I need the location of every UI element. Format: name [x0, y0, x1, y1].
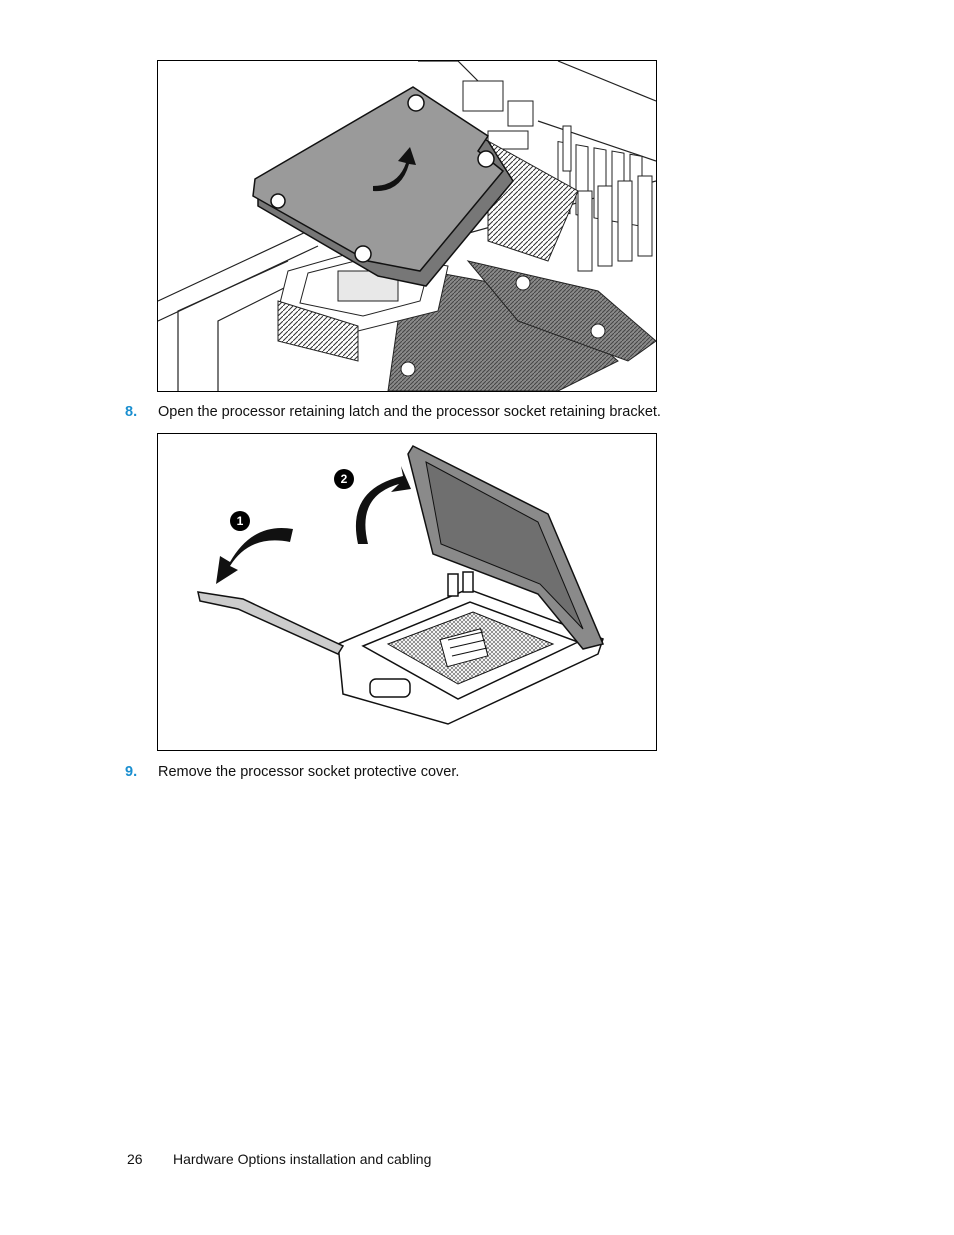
step-8-text: Open the processor retaining latch and the processor socket retaining bracket. — [158, 404, 661, 420]
callout-2-badge — [334, 469, 354, 489]
step-9 — [125, 764, 459, 780]
page-number: 26 — [127, 1151, 143, 1167]
callout-1-badge — [230, 511, 250, 531]
heatsink-removal-illustration — [157, 60, 657, 392]
step-9-number: 9. — [125, 764, 138, 780]
step-8 — [125, 404, 661, 420]
step-8-number: 8. — [125, 404, 138, 420]
step-9-text: Remove the processor socket protective cover. — [158, 764, 460, 780]
footer-title: Hardware Options installation and cabling — [173, 1151, 432, 1167]
processor-socket-illustration — [157, 433, 657, 751]
callout-2-label: 2 — [340, 472, 348, 486]
callout-1-label: 1 — [236, 514, 244, 528]
